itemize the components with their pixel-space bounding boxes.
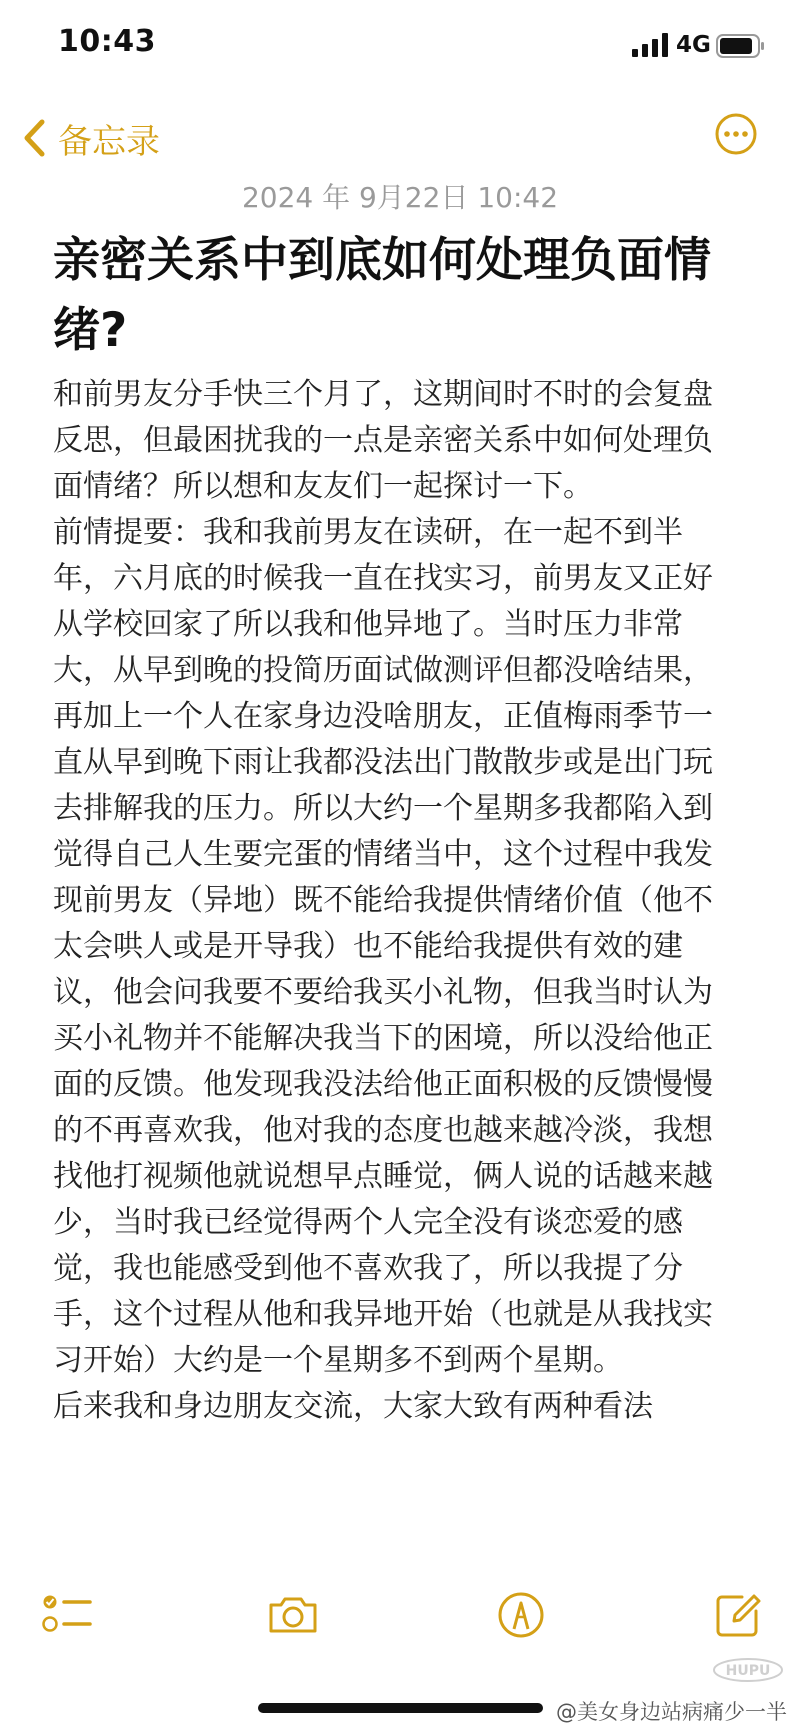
checklist-icon[interactable] <box>38 1585 98 1645</box>
more-options-icon[interactable] <box>714 112 758 156</box>
network-label: 4G <box>676 32 711 58</box>
cellular-signal-icon <box>632 33 668 57</box>
home-indicator[interactable] <box>258 1703 543 1713</box>
note-paragraph: 和前男友分手快三个月了，这期间时不时的会复盘反思，但最困扰我的一点是亲密关系中如何处理负面情绪？所以想和友友们一起探讨一下。 <box>53 377 713 504</box>
note-paragraph: 后来我和身边朋友交流，大家大致有两种看法 <box>53 1389 653 1424</box>
note-body[interactable] <box>53 372 733 1547</box>
status-bar <box>0 0 800 100</box>
chevron-left-icon <box>22 118 48 158</box>
markup-pen-icon[interactable] <box>491 1585 551 1645</box>
hupu-logo <box>712 1657 784 1683</box>
status-time: 10:43 <box>58 24 156 59</box>
back-button[interactable] <box>22 114 160 162</box>
compose-icon[interactable] <box>708 1585 768 1645</box>
camera-icon[interactable] <box>263 1585 323 1645</box>
nav-bar <box>0 100 800 170</box>
battery-icon <box>716 34 766 58</box>
note-paragraph: 前情提要：我和我前男友在读研，在一起不到半年，六月底的时候我一直在找实习，前男友又正好从学校回家了所以我和他异地了。当时压力非常大，从早到晚的投简历面试做测评但都没啥结果，再加上一个人在家身边没啥朋友，正值梅雨季节一直从早到晚下雨让我都没法出门散散步或是出门玩去排解我的压力。所以大约一个星期多我都陷入到觉得自己人生要完蛋的情绪当中，这个过程中我发现前男友（异地）既不能给我提供情绪价值（他不太会哄人或是开导我）也不能给我提供有效的建议，他会问我要不要给我买小礼物，但我当时认为买小礼物并不能解决我当下的困境，所以没给他正面的反馈。他发现我没法给他正面积极的反馈慢慢的不再喜欢我，他对我的态度也越来越冷淡，我想找他打视频他就说想早点睡觉，俩人说的话越来越少，当时我已经觉得两个人完全没有谈恋爱的感觉，我也能感受到他不喜欢我了，所以我提了分手，这个过程从他和我异地开始（也就是从我找实习开始）大约是一个星期多不到两个星期。 <box>53 515 713 1378</box>
watermark-text: @美女身边站病痛少一半 <box>556 1700 787 1724</box>
svg-text:HUPU: HUPU <box>725 1663 771 1679</box>
back-label: 备忘录 <box>58 121 160 162</box>
bottom-toolbar <box>0 1585 800 1665</box>
note-title[interactable]: 亲密关系中到底如何处理负面情绪? <box>53 233 711 358</box>
note-date: 2024 年 9月22日 10:42 <box>241 181 559 214</box>
